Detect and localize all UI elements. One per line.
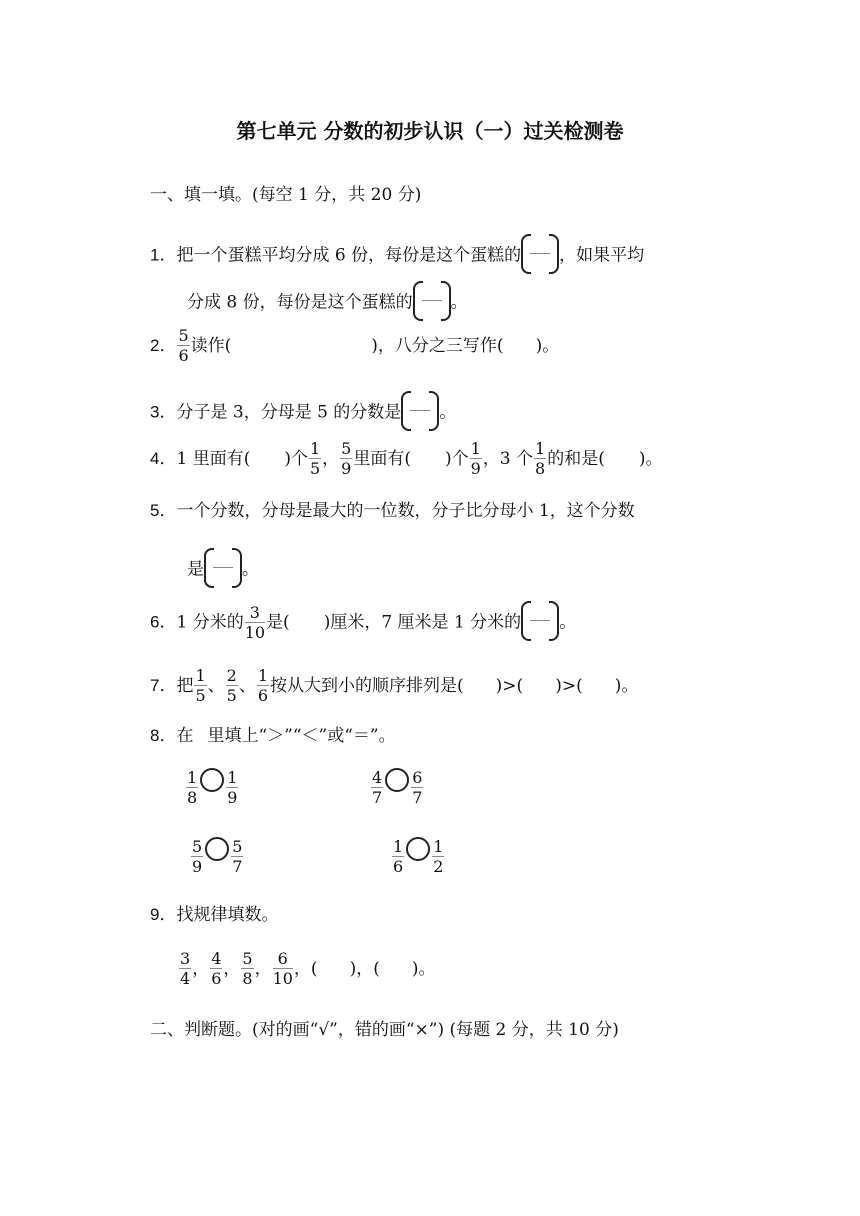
fraction: $\frac{5}{6}$ bbox=[178, 326, 189, 365]
question-text: 在 bbox=[176, 726, 194, 746]
question-text: 的和是( bbox=[547, 449, 605, 469]
fraction: $\frac{5}{9}$ bbox=[341, 439, 352, 478]
question-text: )。 bbox=[411, 959, 436, 979]
question-4 bbox=[150, 440, 663, 479]
question-text: 一个分数，分母是最大的一位数，分子比分母小 1，这个分数 bbox=[176, 501, 635, 521]
question-text: )。 bbox=[535, 336, 560, 356]
question-number: 8． bbox=[150, 726, 177, 745]
fraction: $\frac{1}{6}$ bbox=[257, 666, 269, 705]
question-2 bbox=[150, 327, 559, 366]
fraction: $\frac{5}{7}$ bbox=[232, 837, 243, 876]
fraction: $\frac{1}{5}$ bbox=[309, 439, 321, 478]
compare-circle[interactable] bbox=[200, 768, 224, 792]
question-text: 里填上“＞”“＜”或“＝”。 bbox=[207, 726, 396, 746]
sequence-row bbox=[178, 950, 435, 989]
fraction: $\frac{3}{4}$ bbox=[180, 949, 191, 988]
question-text: ，3 个 bbox=[482, 449, 534, 469]
question-number: 3． bbox=[150, 402, 177, 422]
question-text: 是( bbox=[266, 612, 290, 633]
question-9 bbox=[150, 904, 278, 926]
separator: ， bbox=[223, 959, 241, 979]
question-text: 。 bbox=[242, 559, 259, 580]
question-text: ，如果平均 bbox=[559, 245, 645, 266]
compare-circle[interactable] bbox=[385, 768, 409, 792]
question-number: 4． bbox=[150, 449, 177, 468]
fraction: $\frac{1}{2}$ bbox=[433, 837, 444, 876]
fraction: $\frac{6}{10}$ bbox=[272, 949, 293, 988]
question-7 bbox=[150, 667, 638, 706]
question-3 bbox=[150, 393, 456, 433]
separator: ， bbox=[254, 959, 272, 979]
question-text: 。 bbox=[439, 402, 457, 423]
fraction: $\frac{1}{8}$ bbox=[187, 768, 198, 807]
question-1-line-1 bbox=[150, 236, 644, 276]
question-number: 1． bbox=[150, 245, 177, 265]
question-text: )。 bbox=[614, 676, 639, 696]
question-text: )>( bbox=[495, 676, 524, 696]
question-text: 按从大到小的顺序排列是( bbox=[270, 676, 464, 696]
compare-item-4 bbox=[391, 838, 445, 877]
question-number: 5． bbox=[150, 501, 177, 520]
question-text: 把一个蛋糕平均分成 6 份，每份是这个蛋糕的 bbox=[176, 245, 522, 266]
question-1-line-2 bbox=[187, 283, 468, 323]
fraction: $\frac{1}{8}$ bbox=[535, 439, 546, 478]
separator: 、 bbox=[238, 676, 256, 696]
fraction-answer-box[interactable] bbox=[413, 281, 451, 321]
question-text: 1 里面有( bbox=[176, 449, 251, 469]
question-text: )。 bbox=[638, 449, 663, 469]
compare-item-1 bbox=[185, 769, 239, 808]
fraction: $\frac{1}{9}$ bbox=[227, 768, 238, 807]
question-text: 。 bbox=[450, 292, 468, 313]
question-text: 1 分米的 bbox=[176, 612, 244, 633]
fraction: $\frac{5}{8}$ bbox=[242, 949, 253, 988]
question-text: 。 bbox=[559, 612, 577, 633]
question-text: 分子是 3，分母是 5 的分数是 bbox=[176, 402, 402, 423]
question-text: 把 bbox=[176, 676, 194, 696]
page-title: 第七单元 分数的初步认识（一）过关检测卷 bbox=[236, 119, 624, 143]
section1-heading: 一、填一填。(每空 1 分，共 20 分) bbox=[150, 185, 422, 205]
question-6 bbox=[150, 603, 576, 643]
question-text: 找规律填数。 bbox=[176, 905, 279, 925]
separator: 、 bbox=[207, 676, 225, 696]
question-5-line-1 bbox=[150, 500, 635, 522]
question-text: )个 bbox=[284, 449, 308, 469]
compare-item-3 bbox=[190, 838, 244, 877]
question-text: )，( bbox=[349, 959, 380, 979]
question-text: 是 bbox=[187, 559, 204, 580]
question-text: ， bbox=[322, 449, 340, 469]
question-text: )个 bbox=[444, 449, 469, 469]
fraction: $\frac{5}{9}$ bbox=[192, 837, 203, 876]
question-number: 7． bbox=[150, 676, 177, 695]
question-text: )>( bbox=[555, 676, 583, 696]
question-text: )厘米，7 厘米是 1 分米的 bbox=[323, 612, 522, 633]
question-text: 读作( bbox=[190, 336, 232, 356]
fraction: $\frac{3}{10}$ bbox=[244, 602, 266, 642]
fraction: $\frac{2}{5}$ bbox=[226, 666, 237, 705]
fraction: $\frac{1}{9}$ bbox=[470, 439, 481, 478]
question-number: 2． bbox=[150, 336, 177, 355]
fraction: $\frac{6}{7}$ bbox=[412, 768, 423, 807]
question-number: 9． bbox=[150, 905, 177, 924]
fraction-answer-box[interactable] bbox=[401, 391, 439, 431]
question-5-line-2 bbox=[187, 550, 259, 590]
fraction: $\frac{1}{6}$ bbox=[393, 837, 404, 876]
question-text: 里面有( bbox=[353, 449, 411, 469]
question-text: 分成 8 份，每份是这个蛋糕的 bbox=[187, 292, 413, 313]
fraction: $\frac{4}{6}$ bbox=[211, 949, 222, 988]
compare-circle[interactable] bbox=[406, 837, 430, 861]
compare-circle[interactable] bbox=[205, 837, 229, 861]
question-8 bbox=[150, 725, 396, 747]
fraction-answer-box[interactable] bbox=[521, 601, 559, 641]
fraction-answer-box[interactable] bbox=[521, 234, 559, 274]
compare-item-2 bbox=[370, 769, 424, 808]
separator: ， bbox=[192, 959, 210, 979]
fraction-answer-box[interactable] bbox=[204, 548, 242, 588]
question-text: )，八分之三写作( bbox=[371, 336, 504, 356]
question-text: ，( bbox=[293, 959, 318, 979]
question-number: 6． bbox=[150, 612, 177, 632]
section2-heading: 二、判断题。(对的画“√”，错的画“×”) (每题 2 分，共 10 分) bbox=[150, 1020, 619, 1040]
fraction: $\frac{4}{7}$ bbox=[372, 768, 383, 807]
fraction: $\frac{1}{5}$ bbox=[195, 666, 206, 705]
